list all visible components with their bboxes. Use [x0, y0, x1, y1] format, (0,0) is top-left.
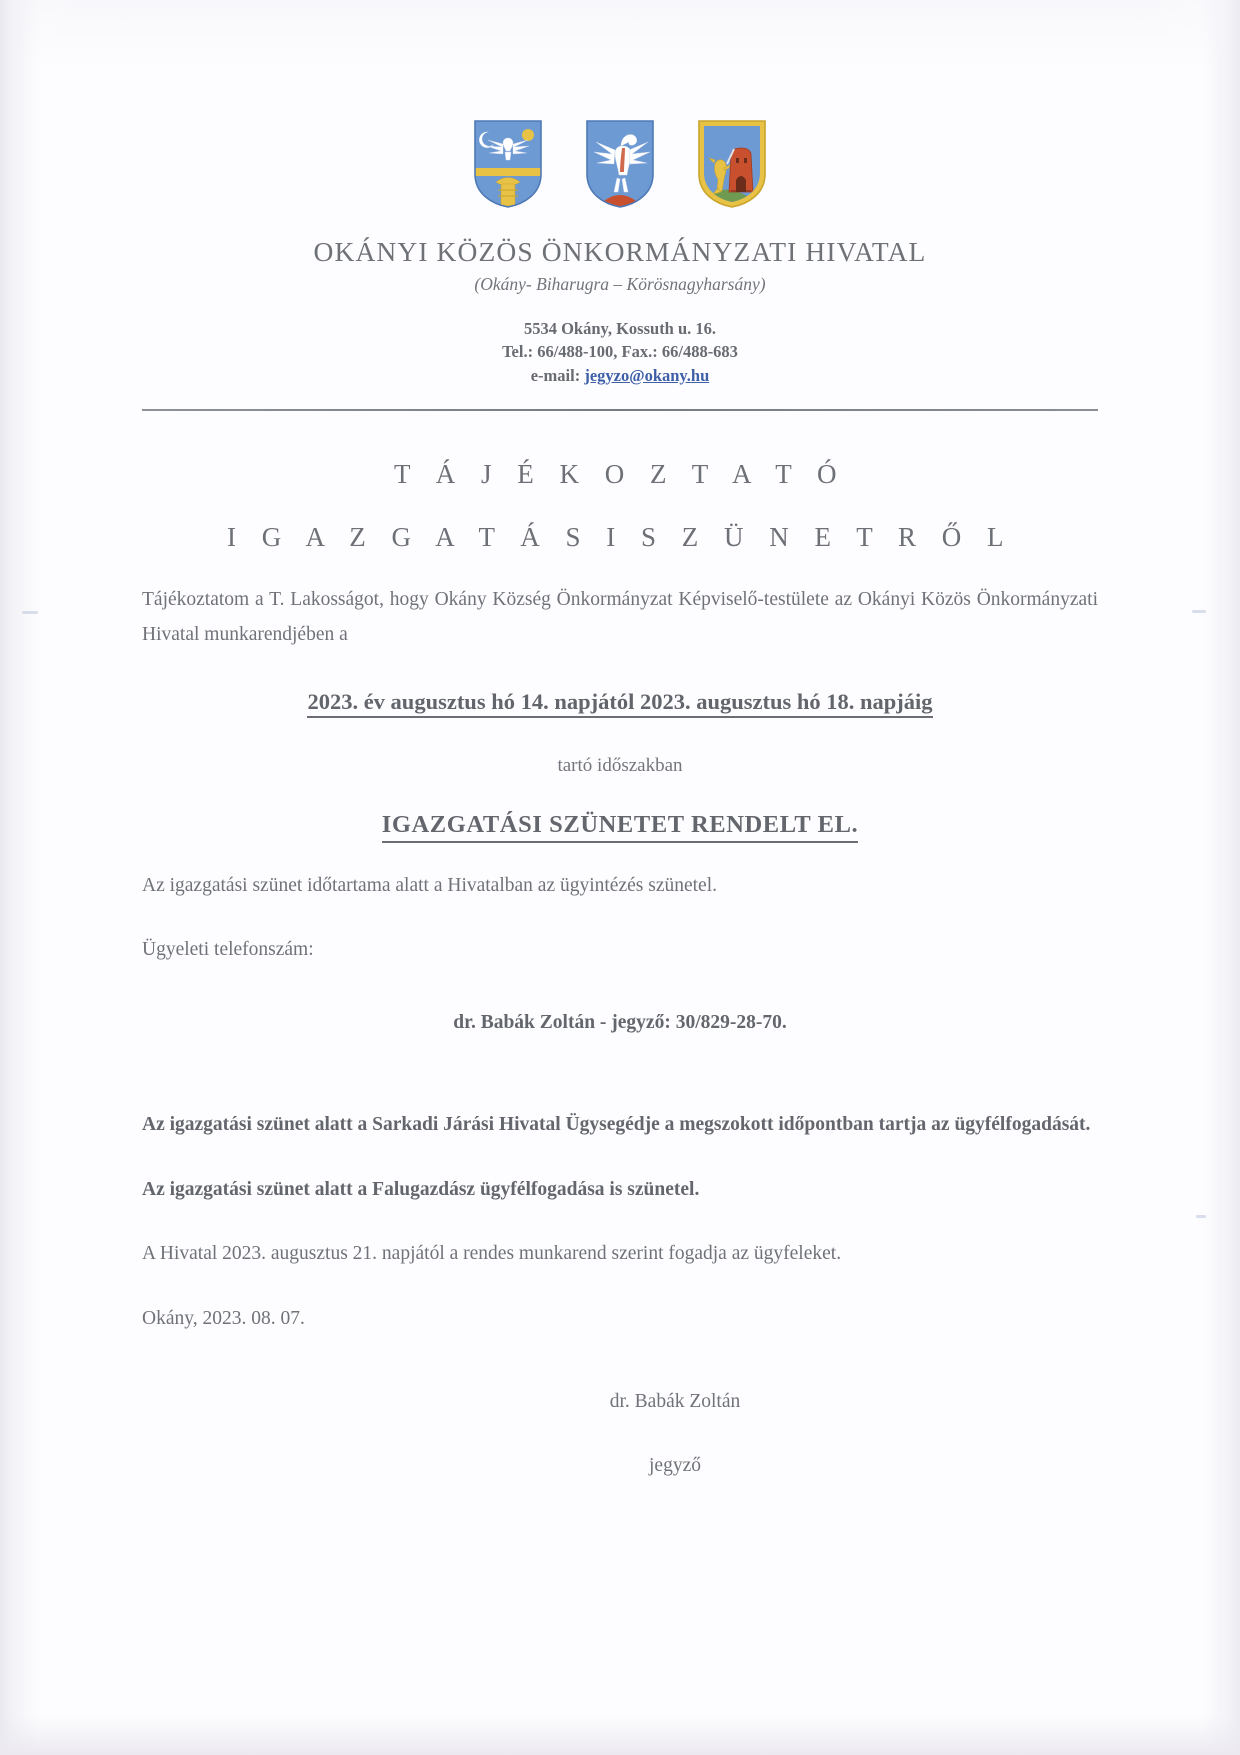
coat-of-arms-row [142, 0, 1098, 210]
document-title-line1: T Á J É K O Z T A T Ó [393, 459, 847, 490]
bold-note-jarasi-hivatal: Az igazgatási szünet alatt a Sarkadi Járási Hivatal Ügysegédje a megszokott időpontban tartja az ügyfélfogadását. [142, 1114, 1091, 1136]
decree-heading [142, 811, 1098, 839]
date-range-text: 2023. év augusztus hó 14. napjától 2023. augusztus hó 18. napjáig [307, 689, 932, 718]
suspension-note: Az igazgatási szünet időtartama alatt a Hivatalban az ügyintézés szünetel. [142, 874, 718, 896]
phone-fax-line: Tel.: 66/488-100, Fax.: 66/488-683 [502, 342, 738, 362]
spacer [142, 1034, 1098, 1078]
date-range [142, 689, 1098, 715]
email-link[interactable]: jegyzo@okany.hu [584, 365, 710, 385]
document-title-line2: I G A Z G A T Á S I S Z Ü N E T R Ő L [226, 522, 1014, 553]
signature-name: dr. Babák Zoltán [609, 1390, 741, 1412]
reopen-note: A Hivatal 2023. augusztus 21. napjától a rendes munkarend szerint fogadja az ügyfeleket. [142, 1243, 842, 1265]
duration-note: tartó időszakban [557, 754, 683, 776]
member-municipalities: (Okány- Biharugra – Körösnagyharsány) [474, 274, 766, 294]
korosnagyharsany-coat-of-arms-icon [696, 118, 768, 210]
organization-title: OKÁNYI KÖZÖS ÖNKORMÁNYZATI HIVATAL [313, 236, 927, 267]
header-divider [142, 409, 1098, 411]
email-line [142, 364, 1098, 387]
duty-phone-value: dr. Babák Zoltán - jegyző: 30/829-28-70. [453, 1012, 787, 1034]
email-label: e-mail: [530, 365, 585, 385]
intro-paragraph: Tájékoztatom a T. Lakosságot, hogy Okány Község Önkormányzat Képviselő-testülete az Okányi Közös Önkormányzati Hivatal munkarendjében a [142, 589, 1098, 645]
biharugra-coat-of-arms-icon [584, 118, 656, 210]
contact-block [142, 317, 1098, 387]
address-line: 5534 Okány, Kossuth u. 16. [523, 319, 717, 338]
bold-note-falugazdasz: Az igazgatási szünet alatt a Falugazdász ügyfélfogadása is szünetel. [142, 1178, 700, 1200]
decree-text: IGAZGATÁSI SZÜNETET RENDELT EL. [382, 811, 859, 843]
okany-coat-of-arms-icon [472, 118, 544, 210]
place-and-date: Okány, 2023. 08. 07. [142, 1308, 305, 1330]
duty-phone-label: Ügyeleti telefonszám: [142, 939, 314, 961]
scan-edge-bottom [0, 1715, 1240, 1755]
signature-role: jegyző [649, 1454, 701, 1476]
